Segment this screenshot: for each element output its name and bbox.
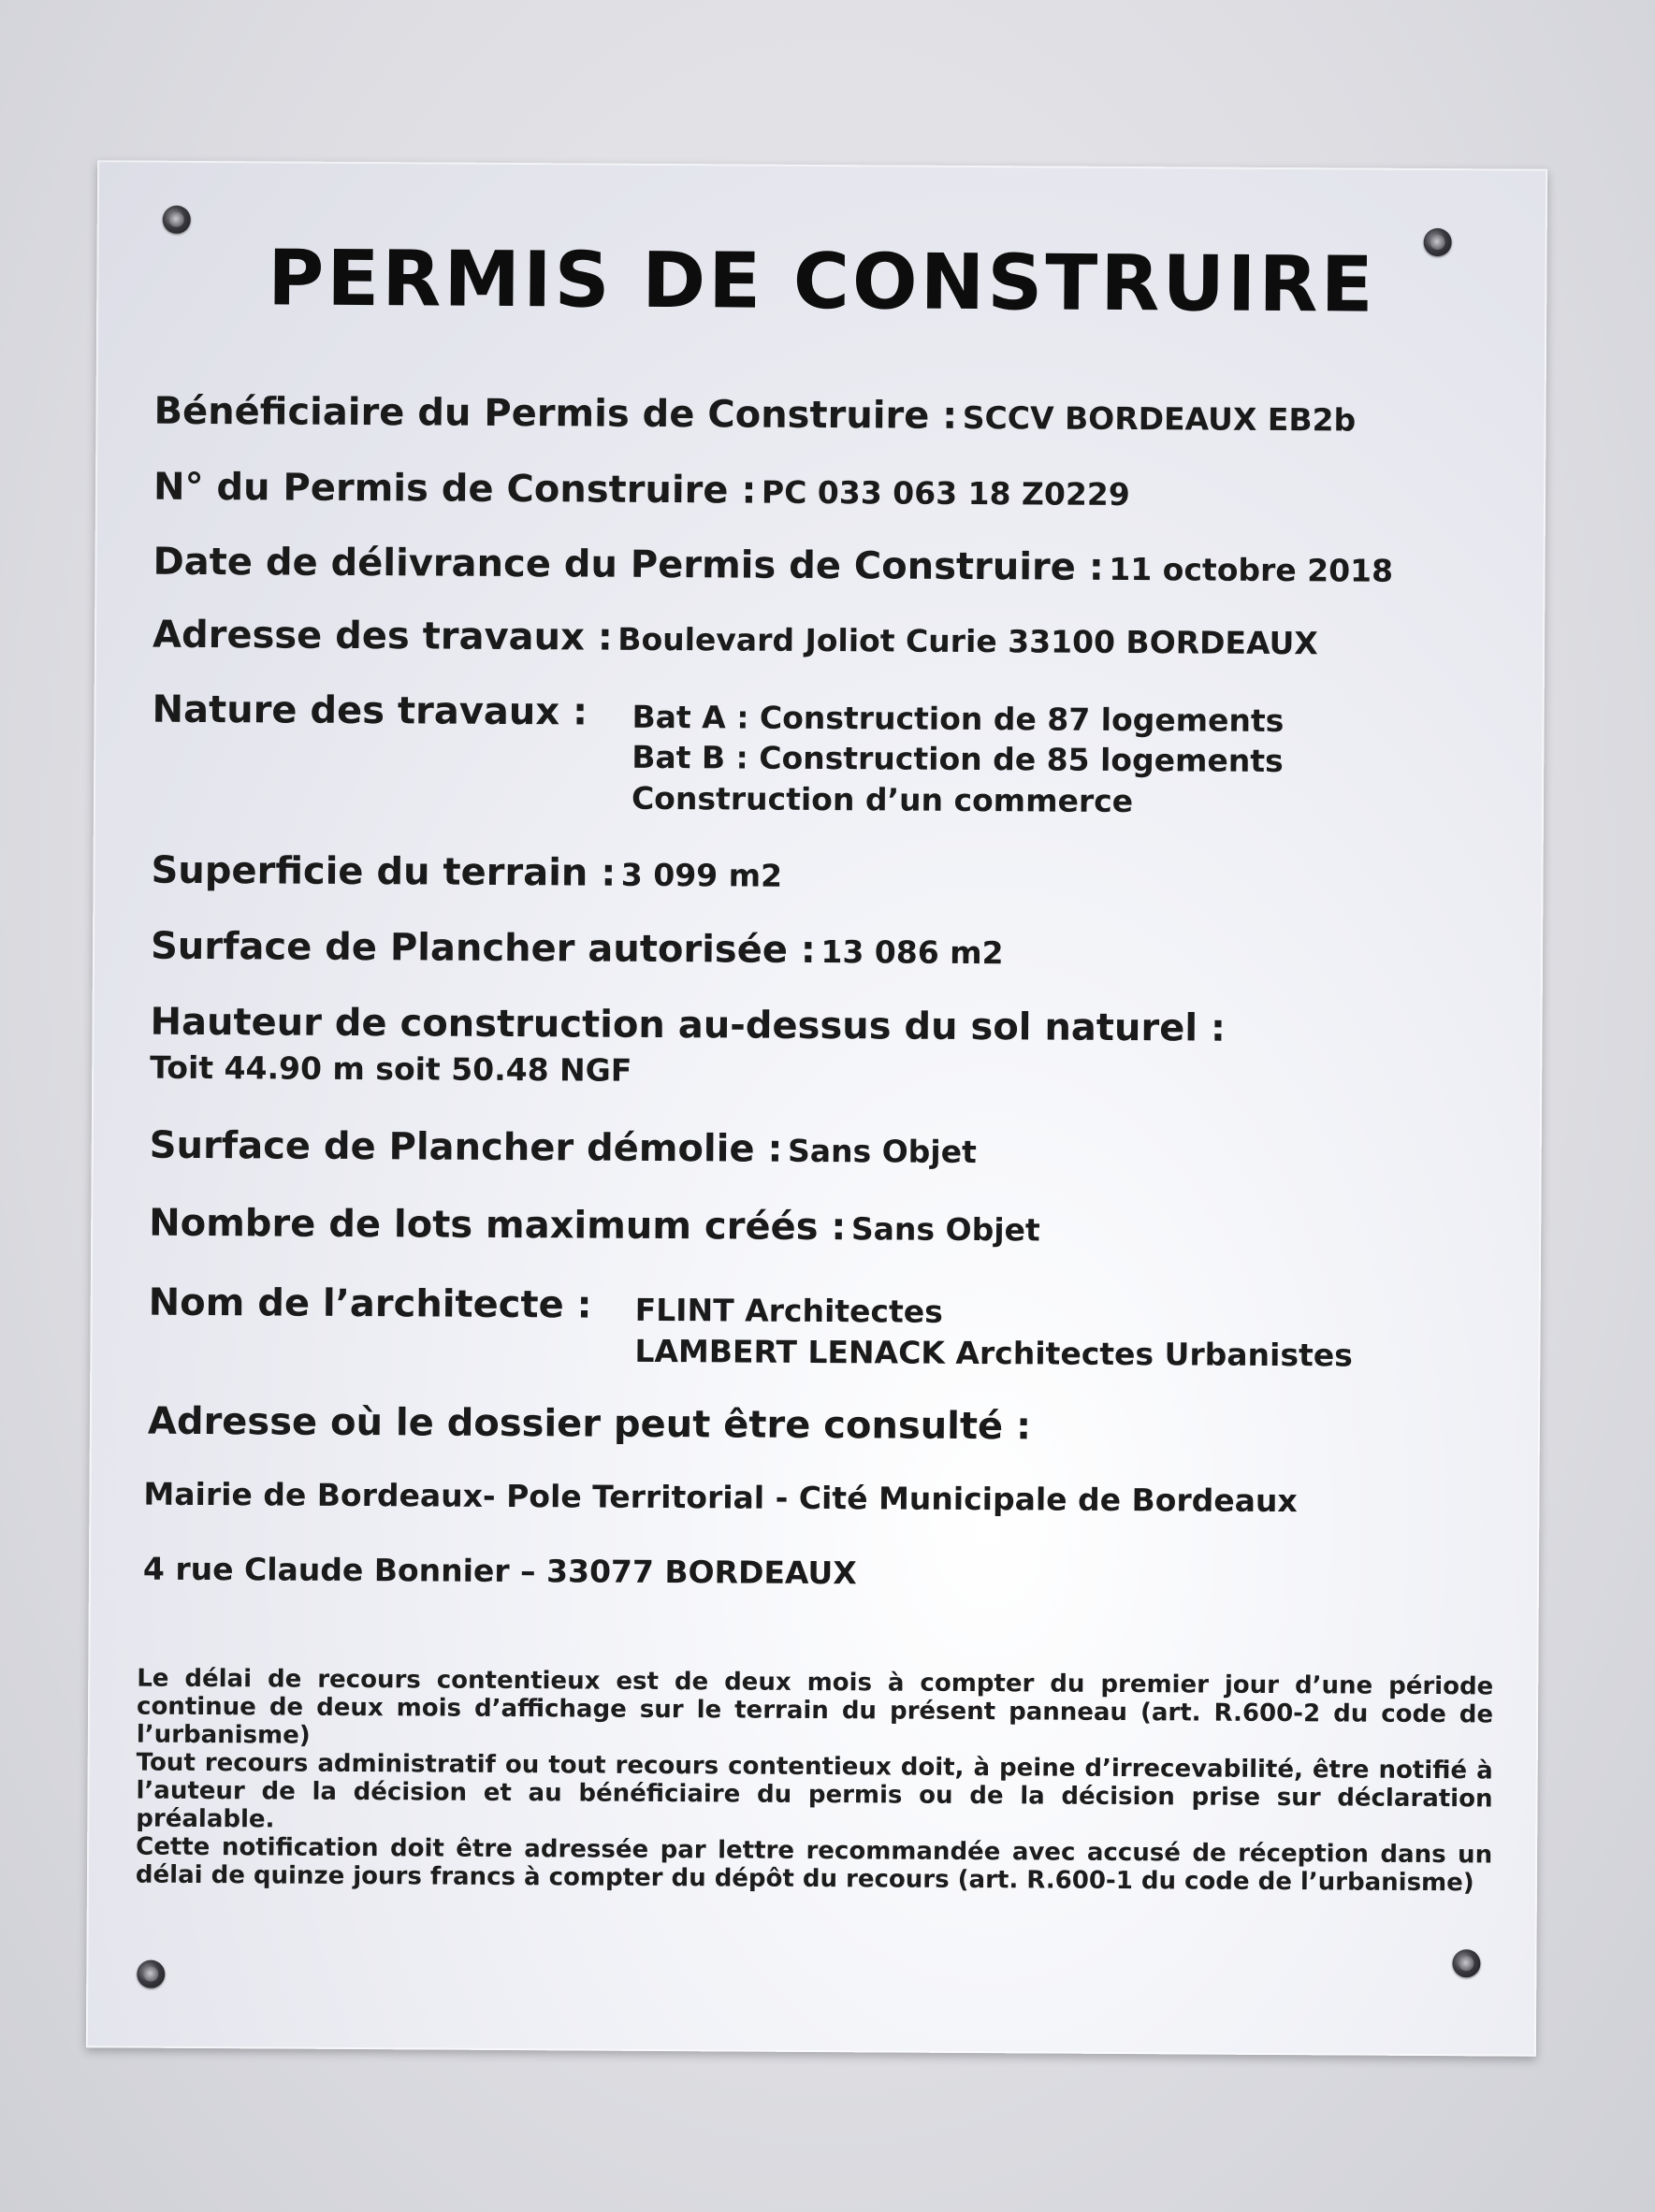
architecte-label: Nom de l’architecte : (148, 1280, 592, 1327)
numero-row (153, 466, 1130, 514)
nature-row (152, 688, 588, 734)
adresse-travaux-row (152, 614, 1318, 664)
numero-label: N° du Permis de Construire : (152, 465, 757, 513)
screw-bottom-left (137, 1960, 165, 1988)
surface-demolie-row (150, 1124, 977, 1172)
architecte-line: FLINT Architectes (634, 1291, 943, 1330)
permit-sign (86, 160, 1547, 2056)
superficie-row (151, 849, 782, 896)
superficie-value: 3 099 m2 (620, 856, 783, 894)
date-row (152, 541, 1393, 591)
adresse-travaux-value: Boulevard Joliot Curie 33100 BORDEAUX (617, 620, 1318, 662)
beneficiaire-row (153, 390, 1356, 441)
architecte-line: LAMBERT LENACK Architectes Urbanistes (634, 1332, 1353, 1374)
surface-demolie-value: Sans Objet (787, 1132, 977, 1171)
superficie-label: Superficie du terrain : (151, 848, 617, 895)
legal-paragraph: Tout recours administratif ou tout recours contentieux doit, à peine d’irrecevabilité, être notifié à l’auteur de la décision et au bénéficiaire du permis ou de la décision prise sur déclaration préalable. (136, 1748, 1493, 1834)
consultation-line-1: Mairie de Bordeaux- Pole Territorial - Cité Municipale de Bordeaux (143, 1475, 1298, 1520)
hauteur-value: Toit 44.90 m soit 50.48 NGF (150, 1048, 632, 1089)
legal-paragraph: Cette notification doit être adressée par lettre recommandée avec accusé de réception dans un délai de quinze jours francs à compter du dépôt du recours (art. R.600-1 du code de l’urbanisme) (135, 1832, 1493, 1898)
date-label: Date de délivrance du Permis de Construire : (152, 540, 1104, 589)
beneficiaire-value: SCCV BORDEAUX EB2b (962, 398, 1357, 439)
sign-title: PERMIS DE CONSTRUIRE (267, 234, 1376, 330)
hauteur-row (150, 1001, 1226, 1050)
architecte-row (149, 1281, 592, 1327)
screw-top-left (163, 206, 191, 234)
nature-line: Construction d’un commerce (631, 779, 1134, 820)
surface-autorisee-value: 13 086 m2 (820, 933, 1004, 972)
numero-value: PC 033 063 18 Z0229 (761, 473, 1130, 513)
consultation-label: Adresse où le dossier peut être consulté : (147, 1399, 1032, 1449)
nature-label: Nature des travaux : (152, 687, 588, 734)
surface-autorisee-label: Surface de Plancher autorisée : (150, 924, 817, 972)
nature-line: Bat B : Construction de 85 logements (632, 738, 1284, 780)
legal-paragraph: Le délai de recours contentieux est de deux mois à compter du premier jour d’une période continue de deux mois d’affichage sur le terrain du présent panneau (art. R.600-2 du code de l’urbanisme) (136, 1664, 1494, 1750)
date-value: 11 octobre 2018 (1109, 550, 1394, 589)
surface-autorisee-row (151, 925, 1004, 974)
consultation-row (148, 1400, 1031, 1449)
screw-bottom-right (1452, 1949, 1480, 1977)
beneficiaire-label: Bénéficiaire du Permis de Construire : (153, 389, 958, 438)
hauteur-label: Hauteur de construction au-dessus du sol naturel : (150, 1000, 1227, 1050)
legal-notice (136, 1665, 1493, 1898)
adresse-travaux-label: Adresse des travaux : (152, 613, 613, 659)
consultation-line-2: 4 rue Claude Bonnier – 33077 BORDEAUX (142, 1550, 857, 1592)
surface-demolie-label: Surface de Plancher démolie : (149, 1123, 783, 1171)
lots-value: Sans Objet (850, 1210, 1040, 1249)
lots-label: Nombre de lots maximum créés : (149, 1201, 847, 1250)
nature-line: Bat A : Construction de 87 logements (632, 698, 1285, 740)
lots-row (149, 1202, 1040, 1251)
